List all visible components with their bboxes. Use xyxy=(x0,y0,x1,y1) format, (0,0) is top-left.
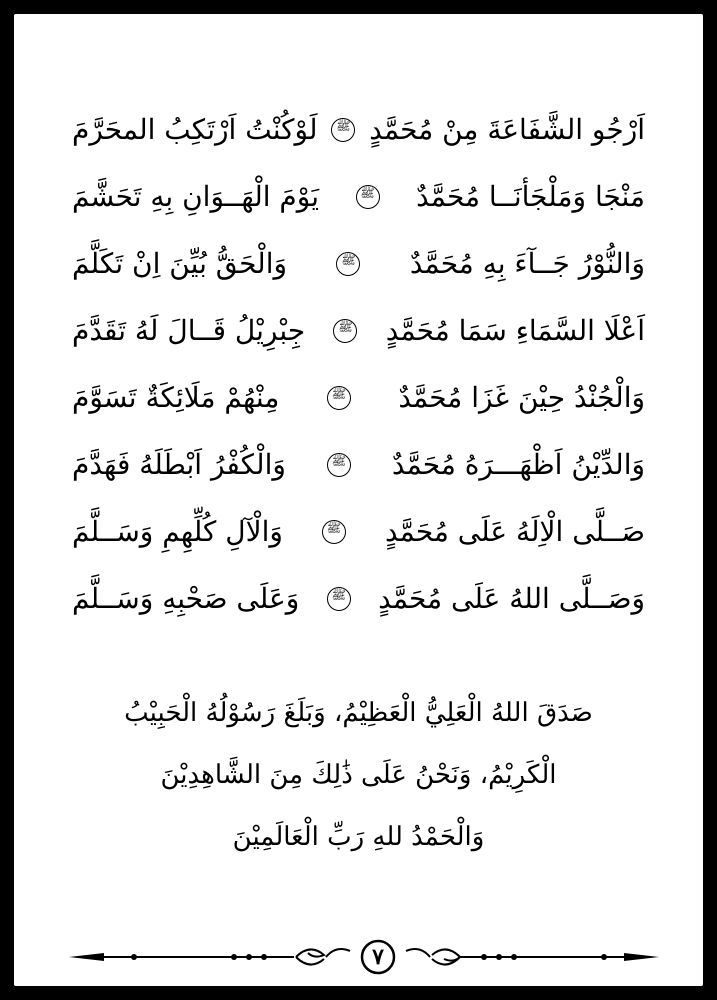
verse-line xyxy=(72,431,645,498)
verse-line xyxy=(72,364,645,431)
verse-right-hemistich: وَصَــلَّى اللهُ عَلَى مُحَمَّدٍ xyxy=(378,582,645,615)
ornament-right-scroll-icon xyxy=(432,949,460,960)
book-page xyxy=(14,14,703,986)
verse-left-hemistich: مِنْهُمْ مَلَائِكَةٌ تَسَوَّمَ xyxy=(72,381,280,414)
salawat-icon: ﷺ xyxy=(327,453,351,477)
salawat-icon: ﷺ xyxy=(327,587,351,611)
closing-line-1: صَدَقَ اللهُ الْعَلِيُّ الْعَظِيْمُ، وَبَلَغَ رَسُوْلُهُ الْحَبِيْبُ xyxy=(124,698,593,728)
salawat-icon: ﷺ xyxy=(331,118,355,142)
verse-right-hemistich: وَالْجُنْدُ حِيْنَ غَزَا مُحَمَّدٌ xyxy=(398,381,645,414)
verse-line xyxy=(72,565,645,632)
verse-line xyxy=(72,297,645,364)
verse-line xyxy=(72,230,645,297)
verse-right-hemistich: وَالدِّيْنُ اَظْهَـــرَهُ مُحَمَّدٌ xyxy=(391,448,645,481)
salawat-icon: ﷺ xyxy=(322,520,346,544)
salawat-icon: ﷺ xyxy=(336,252,360,276)
verse-left-hemistich: جِبْرِيْلُ قَــالَ لَهُ تَقَدَّمَ xyxy=(72,314,306,347)
salawat-icon: ﷺ xyxy=(333,319,357,343)
closing-line-3: وَالْحَمْدُ للهِ رَبِّ الْعَالَمِيْنَ xyxy=(232,822,485,852)
ornament-left-tip-icon xyxy=(69,953,104,961)
verse-left-hemistich: وَعَلَى صَحْبِهِ وَسَــلَّمَ xyxy=(72,582,300,615)
salawat-icon: ﷺ xyxy=(356,185,380,209)
verse-right-hemistich: صَــلَّى الْاِلَهُ عَلَى مُحَمَّدٍ xyxy=(384,515,645,548)
salawat-icon: ﷺ xyxy=(327,386,351,410)
verse-right-hemistich: وَالنُّوْرُ جَــآءَ بِهِ مُحَمَّدٌ xyxy=(409,247,645,280)
verse-left-hemistich: يَوْمَ الْهَــوَانِ بِهِ تَحَشَّمَ xyxy=(72,180,320,213)
poem-verses xyxy=(72,96,645,632)
verse-left-hemistich: وَالْآلِ كُلِّهِمِ وَسَــلَّمَ xyxy=(72,515,283,548)
ornament-left-scroll-icon xyxy=(296,949,324,957)
verse-left-hemistich: وَالْكُفْرُ اَبْطَلَهُ فَهَدَّمَ xyxy=(72,448,286,481)
page-number: ٧ xyxy=(372,944,384,970)
verse-left-hemistich: لَوْكُنْتُ اَرْتَكِبُ المحَرَّمَ xyxy=(72,113,318,146)
ornament-right-tip-icon xyxy=(624,953,659,961)
verse-right-hemistich: مَنْجَا وَمَلْجَأنَــا مُحَمَّدٌ xyxy=(416,180,645,213)
verse-line xyxy=(72,163,645,230)
verse-left-hemistich: وَالْحَقُّ بُيِّنَ اِنْ تَكَلَّمَ xyxy=(72,247,288,280)
closing-line-2: الْكَرِيْمُ، وَنَحْنُ عَلَى ذَٰلِكَ مِنَ الشَّاهِدِيْنَ xyxy=(160,760,557,790)
verse-right-hemistich: اَرْجُو الشَّفَاعَةَ مِنْ مُحَمَّدٍ xyxy=(369,113,645,146)
closing-prayer xyxy=(54,682,663,868)
verse-right-hemistich: اَعْلَا السَّمَاءِ سَمَا مُحَمَّدٍ xyxy=(385,314,645,347)
verse-line xyxy=(72,96,645,163)
verse-line xyxy=(72,498,645,565)
